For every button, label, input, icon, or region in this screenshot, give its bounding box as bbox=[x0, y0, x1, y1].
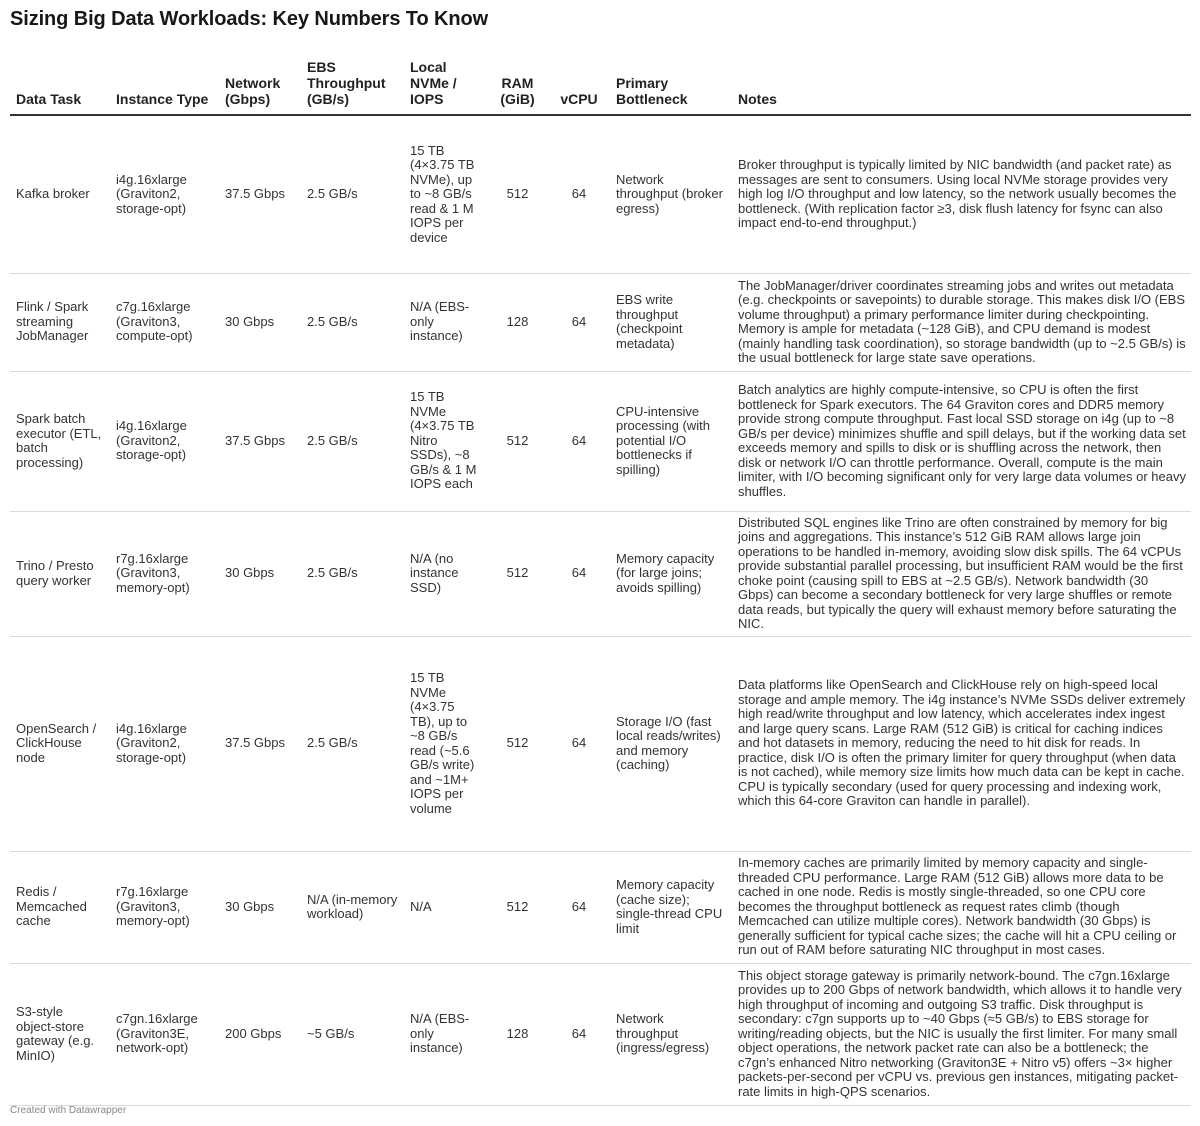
cell-instance: c7gn.16xlarge (Graviton3E, network-opt) bbox=[110, 963, 219, 1105]
cell-vcpu: 64 bbox=[548, 371, 610, 511]
cell-nvme: N/A (EBS-only instance) bbox=[404, 273, 487, 371]
cell-ram: 512 bbox=[487, 851, 548, 963]
cell-ram: 512 bbox=[487, 636, 548, 851]
cell-ebs: 2.5 GB/s bbox=[301, 273, 404, 371]
column-header-local-nvme: Local NVMe / IOPS bbox=[404, 54, 487, 115]
table-row bbox=[10, 851, 1191, 963]
cell-ebs: 2.5 GB/s bbox=[301, 115, 404, 273]
cell-notes: This object storage gateway is primarily network-bound. The c7gn.16xlarge provides up to 200 Gbps of network bandwidth, which allows it to handle very high throughput of incoming and outgoing S3 traffic. Disk throughput is secondary: c7gn supports up to ~40 Gbps (≈5 GB/s) to EBS storage for writing/reading objects, but the NIC is usually the first limiter. For many small object operations, the network packet rate can also be a bottleneck; the c7gn’s enhanced Nitro networking (Graviton3E + Nitro v5) offers ~3× higher packets-per-second per vCPU vs. previous gen instances, mitigating packet-rate limits in high-QPS scenarios. bbox=[732, 963, 1191, 1105]
cell-ram: 512 bbox=[487, 371, 548, 511]
cell-ebs: 2.5 GB/s bbox=[301, 511, 404, 636]
cell-network: 200 Gbps bbox=[219, 963, 301, 1105]
column-header-ram: RAM (GiB) bbox=[487, 54, 548, 115]
cell-task: Flink / Spark streaming JobManager bbox=[10, 273, 110, 371]
cell-bottleneck: Network throughput (broker egress) bbox=[610, 115, 732, 273]
cell-nvme: N/A bbox=[404, 851, 487, 963]
cell-task: Trino / Presto query worker bbox=[10, 511, 110, 636]
footer-credit: Created with Datawrapper bbox=[10, 1105, 127, 1116]
table-header-row bbox=[10, 54, 1191, 115]
cell-network: 30 Gbps bbox=[219, 851, 301, 963]
cell-bottleneck: CPU-intensive processing (with potential I/O bottlenecks if spilling) bbox=[610, 371, 732, 511]
column-header-notes: Notes bbox=[732, 54, 1191, 115]
cell-notes: Batch analytics are highly compute-intensive, so CPU is often the first bottleneck for Spark executors. The 64 Graviton cores and DDR5 memory provide strong compute throughput. Fast local SSD storage on i4g (up to ~8 GB/s per device) minimizes shuffle and spill delays, but if the working data set exceeds memory and spills to disk or is shuffling across the network, then disk or network I/O can throttle performance. Overall, compute is the main limiter, with I/O becoming significant only for very large data volumes or heavy shuffles. bbox=[732, 371, 1191, 511]
cell-ebs: N/A (in-memory workload) bbox=[301, 851, 404, 963]
cell-network: 30 Gbps bbox=[219, 511, 301, 636]
table-row bbox=[10, 963, 1191, 1105]
page-title: Sizing Big Data Workloads: Key Numbers To Know bbox=[10, 8, 489, 30]
table-row bbox=[10, 511, 1191, 636]
cell-bottleneck: Storage I/O (fast local reads/writes) and memory (caching) bbox=[610, 636, 732, 851]
cell-notes: The JobManager/driver coordinates streaming jobs and writes out metadata (e.g. checkpoints or savepoints) to durable storage. This makes disk I/O (EBS volume throughput) a primary performance limiter during checkpointing. Memory is ample for metadata (~128 GiB), and CPU demand is modest (mainly handling task coordination), so storage bandwidth (up to ~2.5 GB/s) is the usual bottleneck for large state save operations. bbox=[732, 273, 1191, 371]
column-header-vcpu: vCPU bbox=[548, 54, 610, 115]
column-header-network: Network (Gbps) bbox=[219, 54, 301, 115]
cell-ebs: 2.5 GB/s bbox=[301, 371, 404, 511]
cell-bottleneck: Memory capacity (cache size); single-thread CPU limit bbox=[610, 851, 732, 963]
cell-vcpu: 64 bbox=[548, 851, 610, 963]
cell-bottleneck: Memory capacity (for large joins; avoids spilling) bbox=[610, 511, 732, 636]
cell-bottleneck: Network throughput (ingress/egress) bbox=[610, 963, 732, 1105]
cell-notes: Distributed SQL engines like Trino are often constrained by memory for big joins and aggregations. This instance’s 512 GiB RAM allows large join operations to be handled in-memory, avoiding slow disk spills. The 64 vCPUs provide substantial parallel processing, but insufficient RAM would be the first choke point (causing spill to EBS at ~2.5 GB/s). Network bandwidth (30 Gbps) can become a secondary bottleneck for very large shuffles or remote data reads, but typically the query will exhaust memory before saturating the NIC. bbox=[732, 511, 1191, 636]
cell-network: 37.5 Gbps bbox=[219, 115, 301, 273]
cell-instance: i4g.16xlarge (Graviton2, storage-opt) bbox=[110, 371, 219, 511]
column-header-instance-type: Instance Type bbox=[110, 54, 219, 115]
cell-ebs: 2.5 GB/s bbox=[301, 636, 404, 851]
cell-bottleneck: EBS write throughput (checkpoint metadata) bbox=[610, 273, 732, 371]
cell-ram: 512 bbox=[487, 511, 548, 636]
cell-network: 37.5 Gbps bbox=[219, 371, 301, 511]
cell-instance: i4g.16xlarge (Graviton2, storage-opt) bbox=[110, 636, 219, 851]
cell-task: S3-style object-store gateway (e.g. MinIO) bbox=[10, 963, 110, 1105]
table-row bbox=[10, 636, 1191, 851]
cell-network: 37.5 Gbps bbox=[219, 636, 301, 851]
column-header-ebs-throughput: EBS Throughput (GB/s) bbox=[301, 54, 404, 115]
cell-nvme: 15 TB NVMe (4×3.75 TB), up to ~8 GB/s read (~5.6 GB/s write) and ~1M+ IOPS per volume bbox=[404, 636, 487, 851]
cell-instance: r7g.16xlarge (Graviton3, memory-opt) bbox=[110, 851, 219, 963]
cell-task: OpenSearch / ClickHouse node bbox=[10, 636, 110, 851]
cell-nvme: 15 TB (4×3.75 TB NVMe), up to ~8 GB/s read & 1 M IOPS per device bbox=[404, 115, 487, 273]
cell-notes: In-memory caches are primarily limited by memory capacity and single-threaded CPU performance. Large RAM (512 GiB) allows more data to be cached in one node. Redis is mostly single-threaded, so one CPU core becomes the throughput bottleneck as request rates climb (though Memcached can utilize multiple cores). Network bandwidth (30 Gbps) is generally sufficient for typical cache sizes; the cache will hit a CPU ceiling or run out of RAM before saturating NIC throughput in most cases. bbox=[732, 851, 1191, 963]
cell-nvme: 15 TB NVMe (4×3.75 TB Nitro SSDs), ~8 GB/s & 1 M IOPS each bbox=[404, 371, 487, 511]
cell-vcpu: 64 bbox=[548, 963, 610, 1105]
cell-instance: r7g.16xlarge (Graviton3, memory-opt) bbox=[110, 511, 219, 636]
cell-nvme: N/A (no instance SSD) bbox=[404, 511, 487, 636]
cell-instance: c7g.16xlarge (Graviton3, compute-opt) bbox=[110, 273, 219, 371]
cell-notes: Broker throughput is typically limited by NIC bandwidth (and packet rate) as messages are sent to consumers. Using local NVMe storage provides very high log I/O throughput and low latency, so the network usually becomes the bottleneck. (With replication factor ≥3, disk flush latency for fsync can also impact end-to-end throughput.) bbox=[732, 115, 1191, 273]
cell-ebs: ~5 GB/s bbox=[301, 963, 404, 1105]
cell-ram: 128 bbox=[487, 963, 548, 1105]
workload-table bbox=[10, 54, 1191, 1106]
table-row bbox=[10, 371, 1191, 511]
cell-vcpu: 64 bbox=[548, 511, 610, 636]
cell-ram: 512 bbox=[487, 115, 548, 273]
column-header-primary-bottleneck: Primary Bottleneck bbox=[610, 54, 732, 115]
cell-notes: Data platforms like OpenSearch and ClickHouse rely on high-speed local storage and ample memory. The i4g instance’s NVMe SSDs deliver extremely high read/write throughput and low latency, which accelerates index ingest and large query scans. Large RAM (512 GiB) is critical for caching indices and hot datasets in memory, reducing the need to hit disk for reads. In practice, disk I/O is often the primary limiter for query throughput (when data is not cached), while memory size limits how much data can be kept in cache. CPU is typically secondary (used for query processing and indexing work, which this 64-core Graviton can handle in parallel). bbox=[732, 636, 1191, 851]
cell-vcpu: 64 bbox=[548, 115, 610, 273]
table-row bbox=[10, 115, 1191, 273]
table-row bbox=[10, 273, 1191, 371]
cell-task: Redis / Memcached cache bbox=[10, 851, 110, 963]
cell-network: 30 Gbps bbox=[219, 273, 301, 371]
cell-vcpu: 64 bbox=[548, 273, 610, 371]
cell-ram: 128 bbox=[487, 273, 548, 371]
cell-vcpu: 64 bbox=[548, 636, 610, 851]
cell-task: Spark batch executor (ETL, batch processing) bbox=[10, 371, 110, 511]
column-header-data-task: Data Task bbox=[10, 54, 110, 115]
cell-task: Kafka broker bbox=[10, 115, 110, 273]
cell-nvme: N/A (EBS-only instance) bbox=[404, 963, 487, 1105]
cell-instance: i4g.16xlarge (Graviton2, storage-opt) bbox=[110, 115, 219, 273]
